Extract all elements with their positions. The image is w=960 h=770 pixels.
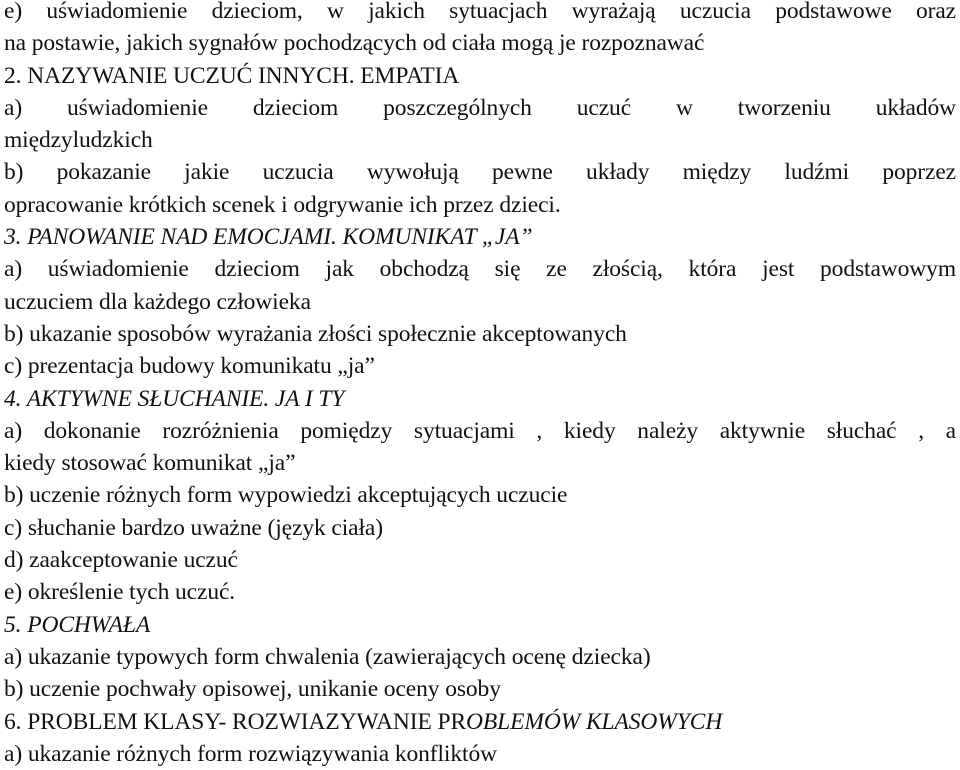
text-line	[4, 60, 956, 92]
document-body	[4, 0, 956, 770]
text-line	[4, 512, 956, 544]
text-line-content: e) określenie tych uczuć.	[4, 579, 236, 606]
text-line-content: b) ukazanie sposobów wyrażania złości społecznie akceptowanych	[4, 320, 627, 347]
text-line-content: a) dokonanie rozróżnienia pomiędzy sytuacjami , kiedy należy aktywnie słuchać , a	[4, 417, 956, 444]
text-line-content: międzyludzkich	[4, 127, 153, 154]
text-line	[4, 447, 956, 479]
text-line	[4, 383, 956, 415]
text-line-content: c) prezentacja budowy komunikatu „ja”	[4, 353, 375, 380]
text-line-content: kiedy stosować komunikat „ja”	[4, 450, 296, 477]
text-line-content: 5. POCHWAŁA	[4, 611, 151, 638]
text-line	[4, 156, 956, 188]
text-line	[4, 641, 956, 673]
text-line-content: 2. NAZYWANIE UCZUĆ INNYCH. EMPATIA	[4, 62, 460, 89]
text-line	[4, 415, 956, 447]
text-line	[4, 738, 956, 770]
text-line-content: 4. AKTYWNE SŁUCHANIE. JA I TY	[4, 385, 345, 412]
text-line	[4, 350, 956, 382]
text-line-content: d) zaakceptowanie uczuć	[4, 547, 238, 574]
text-line	[4, 253, 956, 285]
text-line	[4, 0, 956, 27]
text-line	[4, 221, 956, 253]
text-line-content: 3. PANOWANIE NAD EMOCJAMI. KOMUNIKAT „JA”	[4, 224, 533, 251]
text-line-content: b) uczenie różnych form wypowiedzi akceptujących uczucie	[4, 482, 568, 509]
text-line-content: b) uczenie pochwały opisowej, unikanie oceny osoby	[4, 676, 501, 703]
text-line-content: e) uświadomienie dzieciom, w jakich sytuacjach wyrażają uczucia podstawowe oraz	[4, 0, 956, 24]
text-line	[4, 27, 956, 59]
text-line-content: c) słuchanie bardzo uważne (język ciała)	[4, 514, 383, 541]
text-line	[4, 318, 956, 350]
text-line	[4, 576, 956, 608]
text-line	[4, 706, 956, 738]
text-line	[4, 189, 956, 221]
text-line-content: opracowanie krótkich scenek i odgrywanie ich przez dzieci.	[4, 191, 561, 218]
text-line-content: 6. PROBLEM KLASY- ROZWIAZYWANIE PR	[4, 708, 467, 735]
text-line	[4, 286, 956, 318]
text-line	[4, 92, 956, 124]
text-line	[4, 609, 956, 641]
text-line	[4, 673, 956, 705]
text-line-content: a) ukazanie typowych form chwalenia (zawierających ocenę dziecka)	[4, 643, 651, 670]
text-line-italic-tail: OBLEMÓW KLASOWYCH	[466, 708, 723, 735]
text-line-content: a) uświadomienie dzieciom jak obchodzą się ze złością, która jest podstawowym	[4, 256, 956, 283]
text-line-content: a) uświadomienie dzieciom poszczególnych uczuć w tworzeniu układów	[4, 94, 956, 121]
text-line-content: na postawie, jakich sygnałów pochodzących od ciała mogą je rozpoznawać	[4, 30, 705, 57]
text-line-content: a) ukazanie różnych form rozwiązywania konfliktów	[4, 740, 497, 767]
text-line	[4, 124, 956, 156]
text-line-content: b) pokazanie jakie uczucia wywołują pewne układy między ludźmi poprzez	[4, 159, 956, 186]
text-line	[4, 479, 956, 511]
text-line	[4, 544, 956, 576]
text-line-content: uczuciem dla każdego człowieka	[4, 288, 311, 315]
